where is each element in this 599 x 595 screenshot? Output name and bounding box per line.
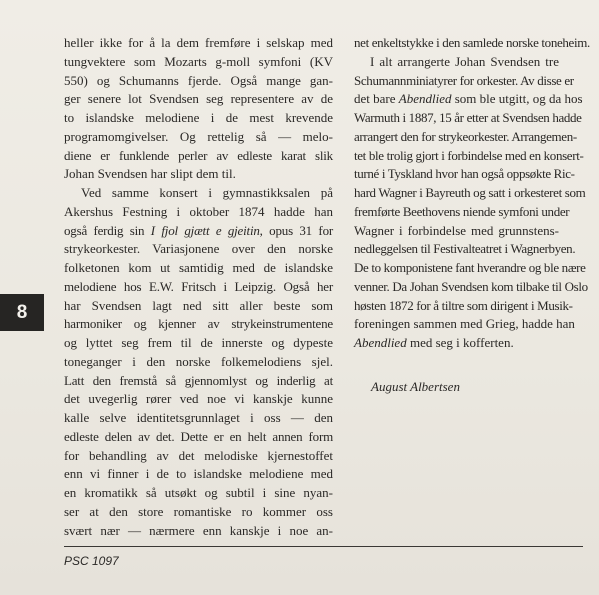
text-line: melodiene hos E.W. Fritsch i Leipzig. Også her xyxy=(64,278,333,294)
text-line: Latt den fremstå så gjennomlyst og inderlig at xyxy=(64,372,333,388)
text-line: Schumannminiatyrer for orkester. Av disse er xyxy=(354,72,574,88)
text-line: net enkeltstykke i den samlede norske toneheim. xyxy=(354,35,590,50)
text-line: det bare Abendlied som ble utgitt, og da hos xyxy=(354,91,583,107)
footer-rule xyxy=(64,546,583,547)
text-line: ger senere lot Svendsen seg representere av de xyxy=(64,91,333,107)
text-line: og lyttet seg frem til de innerste og dypeste xyxy=(64,335,333,350)
text-line: I alt arrangerte Johan Svendsen tre xyxy=(370,53,559,69)
text-line: det uvegerlig rører ved noe vi kanskje kunne xyxy=(64,391,333,407)
text-line: edleste delen av det. Dette er en helt annen form xyxy=(64,428,333,444)
text-line: nedleggelsen til Festivalteatret i Wagnerbyen. xyxy=(354,241,576,257)
text-line: for behandling av det melodiske kjernestoffet xyxy=(64,447,333,463)
text-line: strykeorkester. Variasjonene over den norske xyxy=(64,241,333,257)
text-line: høsten 1872 for å tiltre som dirigent i Musik- xyxy=(354,297,573,313)
catalog-number: PSC 1097 xyxy=(64,554,119,568)
text-line: en kromatikk så utsøkt og subtil i sine nyan- xyxy=(64,485,333,500)
text-line: toneganger i den norske folkemelodiens sjel. xyxy=(64,353,333,369)
right-text-column xyxy=(354,34,590,353)
text-line: Akershus Festning i oktober 1874 hadde han xyxy=(64,203,333,219)
text-line: ser at den store romantiske ro kommer oss xyxy=(64,503,333,519)
text-line: svært nær — nærmere enn kanskje i noe an- xyxy=(64,522,333,538)
text-line: 550) og Schumanns fjerde. Også mange gan- xyxy=(64,72,333,88)
text-line: også ferdig sin I fjol gjætt e gjeitin, opus 31 for xyxy=(64,222,333,238)
page-number-tab xyxy=(0,294,44,331)
text-line: kalle selve identitetsgrunnlaget i oss — den xyxy=(64,410,333,425)
text-line: Abendlied med seg i kofferten. xyxy=(354,335,514,350)
text-line: Wagner i forbindelse med grunnstens- xyxy=(354,222,559,238)
text-line: harmoniker og kjenner av strykeinstrumentene xyxy=(64,316,333,332)
text-line: arrangert den for strykeorkester. Arrangemen- xyxy=(354,128,577,144)
text-line: foreningen sammen med Grieg, hadde han xyxy=(354,316,575,332)
text-line: turné i Tyskland hvor han også oppsøkte Ric- xyxy=(354,166,575,182)
page-number: 8 xyxy=(16,301,28,323)
text-line: tungvektere som Mozarts g-moll symfoni (KV xyxy=(64,53,333,69)
author-signature: August Albertsen xyxy=(371,379,460,394)
text-line: folketonen kom ut samtidig med de islandske xyxy=(64,260,333,275)
text-line: Johan Svendsen har slipt dem til. xyxy=(64,166,236,182)
text-line: fremførte Beethovens niende symfoni under xyxy=(354,203,570,219)
text-line: to islandske melodiene i de mest krevende xyxy=(64,110,333,125)
text-line: hard Wagner i Bayreuth og satt i orkesteret som xyxy=(354,185,586,200)
text-line: venner. Da Johan Svendsen kom tilbake til Oslo xyxy=(354,278,588,294)
text-line: Ved samme konsert i gymnastikksalen på xyxy=(81,185,333,200)
text-line: Warmuth i 1887, 15 år etter at Svendsen hadde xyxy=(354,110,582,125)
text-line: heller ikke for å la dem fremføre i selskap med xyxy=(64,35,333,50)
text-line: De to komponistene fant hverandre og ble nære xyxy=(354,260,586,275)
text-line: programomgivelser. Og rettelig så — melo- xyxy=(64,128,333,144)
text-line: diene er funklende perler av edleste karat slik xyxy=(64,147,333,163)
text-line: enn vi finner i de to islandske melodiene med xyxy=(64,466,333,482)
text-line: har Svendsen lagt ned sitt aller beste som xyxy=(64,297,333,313)
left-text-column xyxy=(64,34,333,540)
text-line: tet ble trolig gjort i forbindelse med en konsert- xyxy=(354,147,584,163)
